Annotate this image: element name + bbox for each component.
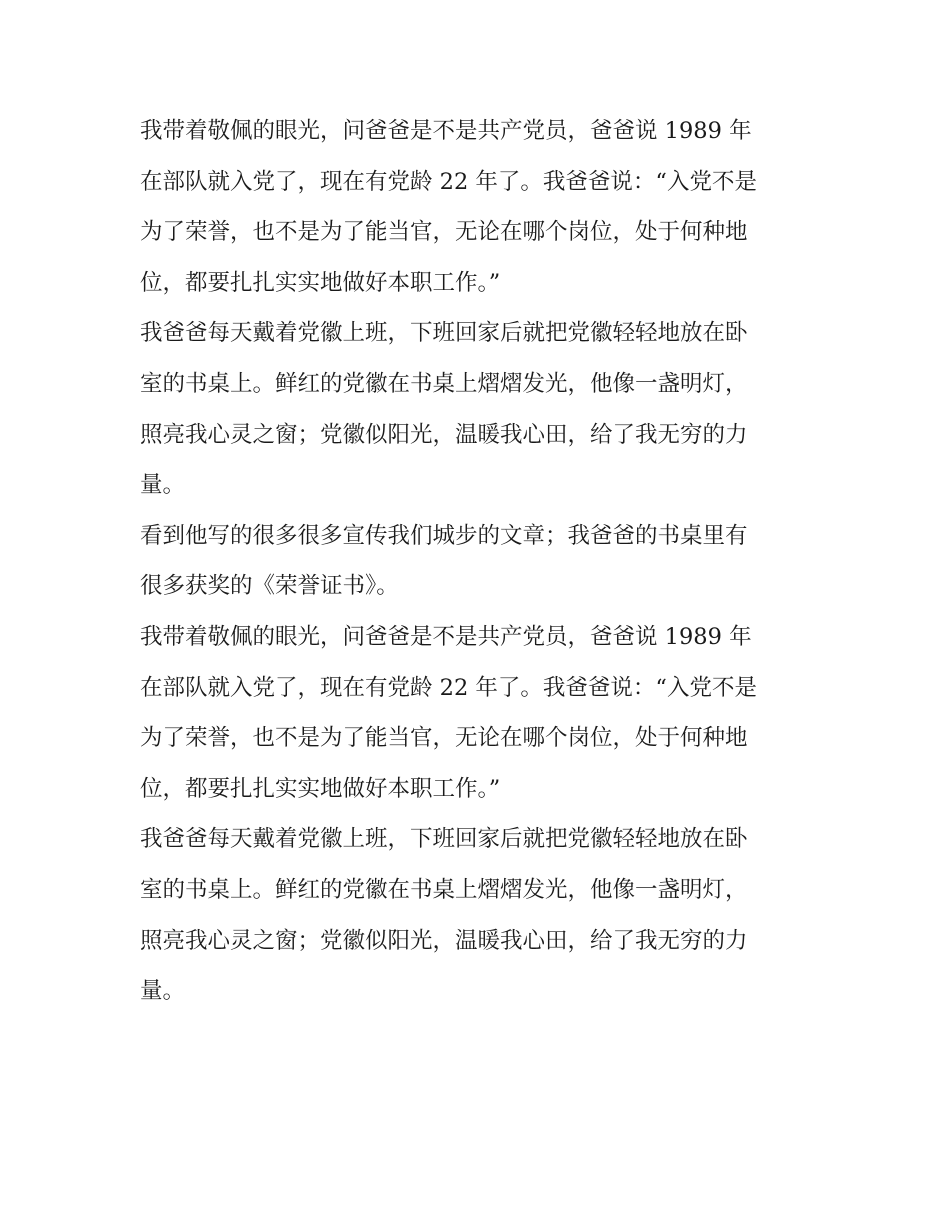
text-line: 为了荣誉，也不是为了能当官，无论在哪个岗位，处于何种地 (140, 219, 748, 246)
text-line: 我带着敬佩的眼光，问爸爸是不是共产党员，爸爸说 1989 年 (140, 118, 752, 144)
text-line: 看到他写的很多很多宣传我们城步的文章；我爸爸的书桌里有 (140, 522, 748, 549)
text-line: 很多获奖的《荣誉证书》。 (140, 573, 399, 600)
text-line: 量。 (140, 472, 186, 499)
document-body (140, 106, 820, 1017)
text-line: 室的书桌上。鲜红的党徽在书桌上熠熠发光，他像一盏明灯， (140, 370, 748, 397)
text-line: 在部队就入党了，现在有党龄 22 年了。我爸爸说：“入党不是 (140, 168, 757, 195)
text-line: 照亮我心灵之窗；党徽似阳光，温暖我心田，给了我无穷的力 (140, 927, 748, 954)
text-line: 照亮我心灵之窗；党徽似阳光，温暖我心田，给了我无穷的力 (140, 421, 748, 448)
text-line: 我带着敬佩的眼光，问爸爸是不是共产党员，爸爸说 1989 年 (140, 623, 752, 650)
text-line: 位，都要扎扎实实地做好本职工作。” (140, 775, 501, 802)
text-line: 位，都要扎扎实实地做好本职工作。” (140, 269, 501, 296)
text-line: 为了荣誉，也不是为了能当官，无论在哪个岗位，处于何种地 (140, 725, 748, 752)
text-line: 在部队就入党了，现在有党龄 22 年了。我爸爸说：“入党不是 (140, 674, 757, 701)
text-line: 我爸爸每天戴着党徽上班，下班回家后就把党徽轻轻地放在卧 (140, 826, 748, 853)
text-line: 我爸爸每天戴着党徽上班，下班回家后就把党徽轻轻地放在卧 (140, 320, 748, 347)
text-line: 量。 (140, 978, 186, 1005)
text-line: 室的书桌上。鲜红的党徽在书桌上熠熠发光，他像一盏明灯， (140, 876, 748, 903)
